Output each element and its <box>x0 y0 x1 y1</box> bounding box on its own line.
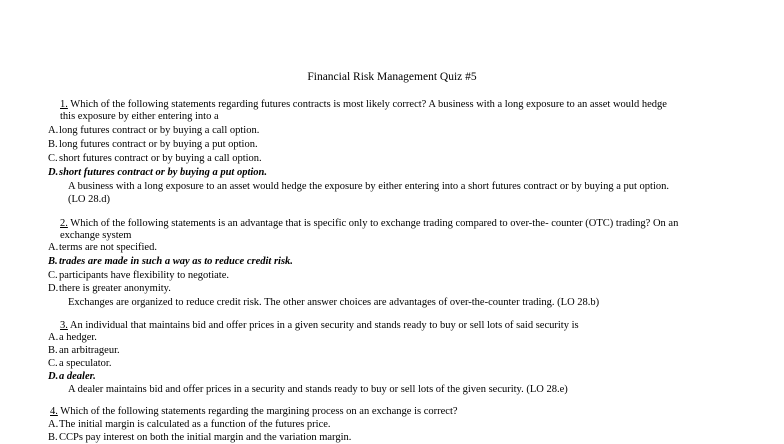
option-a: A.The initial margin is calculated as a function of the futures price. <box>48 419 331 430</box>
page-title: Financial Risk Management Quiz #5 <box>307 71 477 83</box>
option-a: A.long futures contract or by buying a call option. <box>48 125 260 136</box>
option-c: C.a speculator. <box>48 358 112 369</box>
question-text-continued: exchange system <box>60 230 132 241</box>
answer-explanation-continued: (LO 28.d) <box>68 194 110 205</box>
option-d: D.there is greater anonymity. <box>48 283 171 294</box>
question-text: Which of the following statements regarding futures contracts is most likely correct? A business with a long exposure to an asset would hedge <box>67 99 667 110</box>
option-b: B.an arbitrageur. <box>48 345 120 356</box>
question-number: 4. <box>50 406 58 417</box>
question-number: 3. <box>60 320 68 331</box>
option-b: B.CCPs pay interest on both the initial margin and the variation margin. <box>48 432 352 443</box>
option-a: A.terms are not specified. <box>48 242 157 253</box>
answer-explanation: A business with a long exposure to an asset would hedge the exposure by either entering into a short futures contract or by buying a put option. <box>68 181 669 192</box>
option-d-correct: D.a dealer. <box>48 371 96 382</box>
question-text-continued: this exposure by either entering into a <box>60 111 219 122</box>
question-text: Which of the following statements is an advantage that is specific only to exchange trading compared to over-the- counter (OTC) trading? On an <box>67 218 679 229</box>
option-c: C.participants have flexibility to negotiate. <box>48 270 229 281</box>
option-c: C.short futures contract or by buying a call option. <box>48 153 262 164</box>
question-number: 1. <box>60 99 68 110</box>
option-a: A.a hedger. <box>48 332 97 343</box>
option-d-correct: D.short futures contract or by buying a put option. <box>48 167 267 178</box>
question-text: Which of the following statements regarding the margining process on an exchange is correct? <box>57 406 458 417</box>
answer-explanation: Exchanges are organized to reduce credit risk. The other answer choices are advantages of over-the-counter trading. (LO 28.b) <box>68 297 600 308</box>
question-number: 2. <box>60 218 68 229</box>
question-text: An individual that maintains bid and offer prices in a given security and stands ready to buy or sell lots of said security is <box>67 320 579 331</box>
answer-explanation: A dealer maintains bid and offer prices in a security and stands ready to buy or sell lots of the given security. (LO 28.e) <box>68 384 568 395</box>
option-b: B.long futures contract or by buying a put option. <box>48 139 258 150</box>
option-b-correct: B.trades are made in such a way as to reduce credit risk. <box>48 256 293 267</box>
